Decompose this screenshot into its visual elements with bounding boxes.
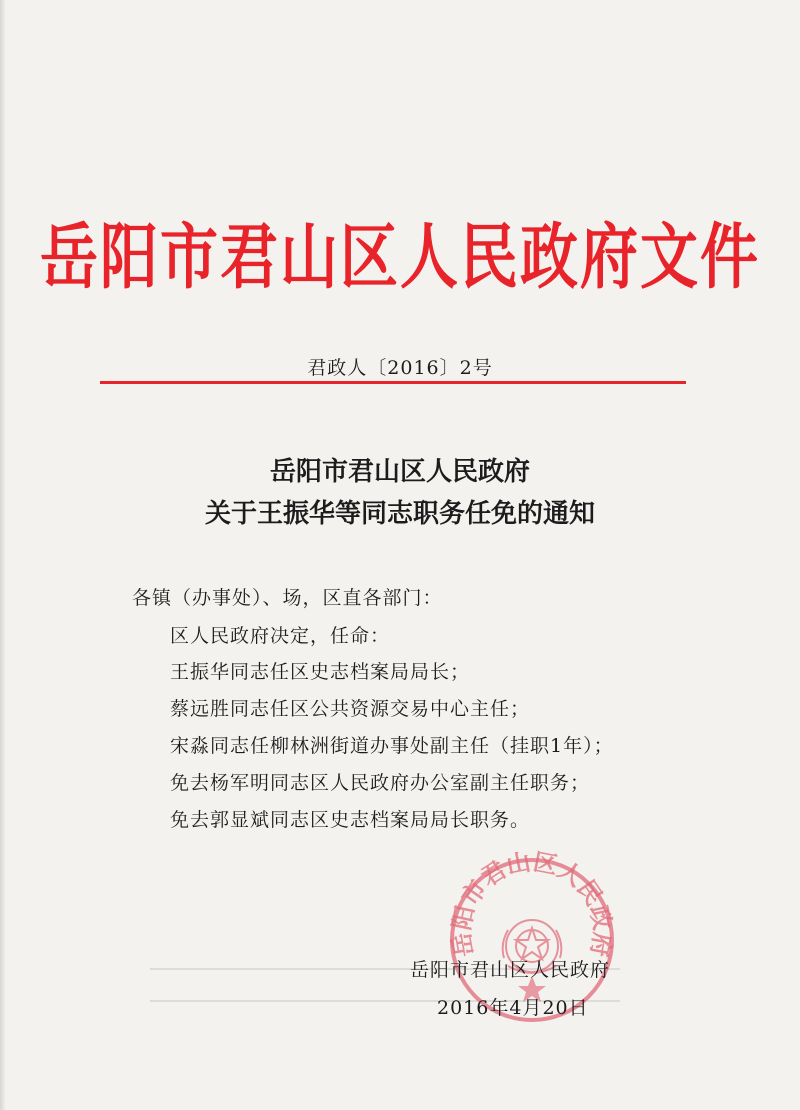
document-number: 君政人〔2016〕2号	[307, 357, 493, 379]
header-red-rule	[100, 381, 686, 384]
issue-date: 2016年4月20日	[437, 997, 589, 1019]
body-line-appointment-1: 王振华同志任区史志档案局局长；	[170, 661, 471, 683]
body-line-appointment-3: 宋淼同志任柳林洲街道办事处副主任（挂职1年）；	[170, 735, 614, 757]
body-line-removal-1: 免去杨军明同志区人民政府办公室副主任职务；	[170, 772, 591, 794]
body-line-decision: 区人民政府决定，任命：	[170, 625, 391, 647]
notice-title-line-2: 关于王振华等同志职务任免的通知	[204, 499, 595, 529]
svg-text:岳阳市君山区人民政府	[447, 848, 617, 959]
paper-edge-shadow	[0, 0, 6, 1110]
notice-title-line-1: 岳阳市君山区人民政府	[269, 457, 530, 487]
issuing-authority: 岳阳市君山区人民政府	[410, 959, 611, 981]
body-line-appointment-2: 蔡远胜同志任区公共资源交易中心主任；	[170, 698, 531, 720]
body-line-removal-2: 免去郭显斌同志区史志档案局局长职务。	[170, 809, 531, 831]
seal-text: 岳阳市君山区人民政府	[447, 848, 617, 959]
salutation: 各镇（办事处）、场，区直各部门：	[132, 587, 443, 609]
document-header-title: 岳阳市君山区人民政府文件	[39, 215, 760, 299]
